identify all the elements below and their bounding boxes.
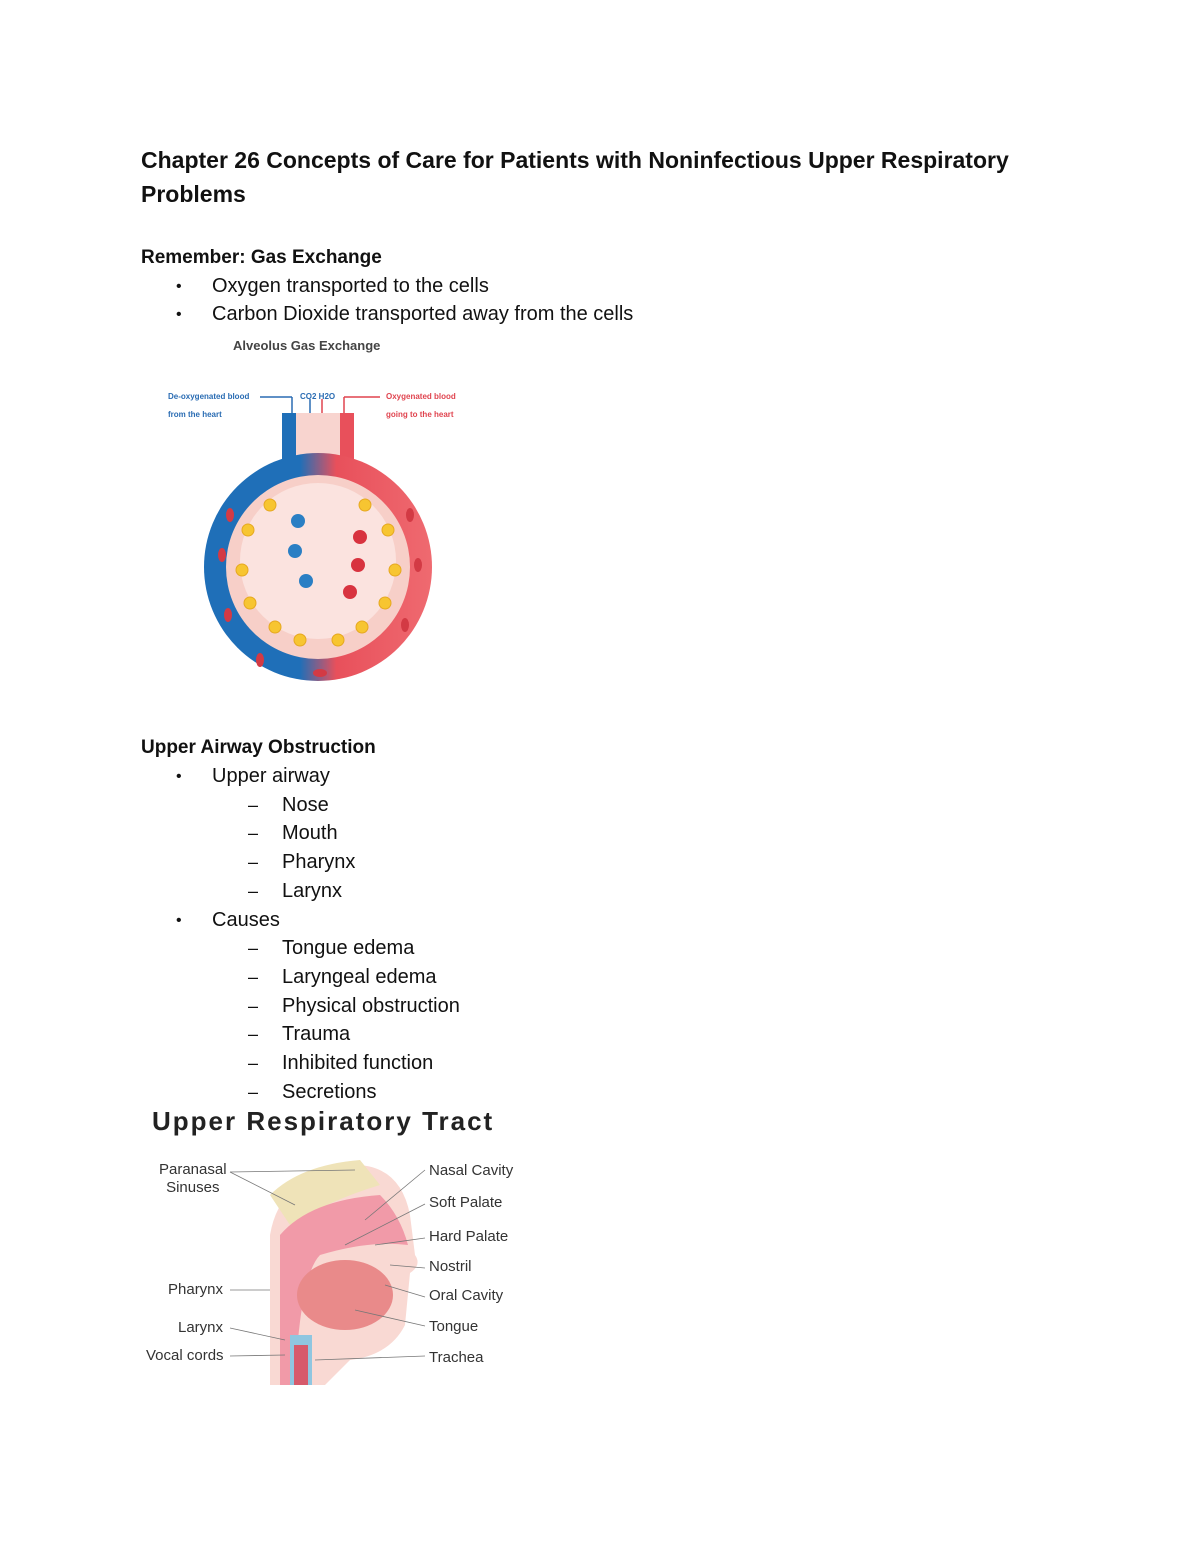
- bullet-marker: •: [176, 912, 182, 929]
- label-pharynx: Pharynx: [168, 1281, 224, 1298]
- sub-item: Nose: [282, 794, 329, 816]
- dash-marker: –: [248, 881, 259, 901]
- bullet-item: Carbon Dioxide transported away from the cells: [212, 303, 634, 325]
- label-hard-palate: Hard Palate: [429, 1228, 509, 1245]
- label-oxygenated: Oxygenated blood going to the heart: [386, 392, 456, 419]
- figure-title-respiratory-tract: Upper Respiratory Tract: [152, 1106, 495, 1136]
- label-tongue: Tongue: [429, 1318, 479, 1335]
- label-nostril: Nostril: [429, 1258, 472, 1275]
- dash-marker: –: [248, 852, 259, 872]
- section-heading-airway-obstruction: Upper Airway Obstruction: [141, 737, 376, 758]
- label-oral-cavity: Oral Cavity: [429, 1287, 504, 1304]
- bullet-marker: •: [176, 768, 182, 785]
- section-heading-gas-exchange: Remember: Gas Exchange: [141, 247, 382, 268]
- label-co2-h2o: CO2 H2O: [300, 392, 336, 401]
- sub-item: Tongue edema: [282, 937, 415, 959]
- dash-marker: –: [248, 967, 259, 987]
- bullet-item: Upper airway: [212, 765, 330, 787]
- label-nasal-cavity: Nasal Cavity: [429, 1162, 514, 1179]
- label-deoxygenated: De-oxygenated blood from the heart: [168, 392, 250, 419]
- bullet-marker: •: [176, 278, 182, 295]
- figure-title-alveolus: Alveolus Gas Exchange: [233, 338, 381, 353]
- sub-item: Laryngeal edema: [282, 966, 437, 988]
- dash-marker: –: [248, 823, 259, 843]
- label-paranasal-sinuses: Paranasal Sinuses: [159, 1161, 227, 1196]
- label-trachea: Trachea: [429, 1349, 484, 1366]
- sub-item: Trauma: [282, 1023, 351, 1045]
- bullet-item: Oxygen transported to the cells: [212, 275, 489, 297]
- alveolus-diagram: [200, 385, 440, 685]
- sub-item: Secretions: [282, 1081, 377, 1103]
- dash-marker: –: [248, 1024, 259, 1044]
- sub-item: Mouth: [282, 822, 338, 844]
- sub-item: Larynx: [282, 880, 343, 902]
- dash-marker: –: [248, 795, 259, 815]
- dash-marker: –: [248, 1053, 259, 1073]
- bullet-marker: •: [176, 306, 182, 323]
- label-soft-palate: Soft Palate: [429, 1194, 503, 1211]
- bullet-item: Causes: [212, 909, 280, 931]
- dash-marker: –: [248, 1082, 259, 1102]
- sub-item: Physical obstruction: [282, 995, 460, 1017]
- label-vocal-cords: Vocal cords: [146, 1347, 224, 1364]
- leader-lines: [225, 1160, 435, 1370]
- sub-item: Inhibited function: [282, 1052, 434, 1074]
- dash-marker: –: [248, 996, 259, 1016]
- label-larynx: Larynx: [178, 1319, 224, 1336]
- sub-item: Pharynx: [282, 851, 356, 873]
- dash-marker: –: [248, 938, 259, 958]
- page-title: Chapter 26 Concepts of Care for Patients with Noninfectious Upper Respiratory Problems: [141, 147, 1009, 207]
